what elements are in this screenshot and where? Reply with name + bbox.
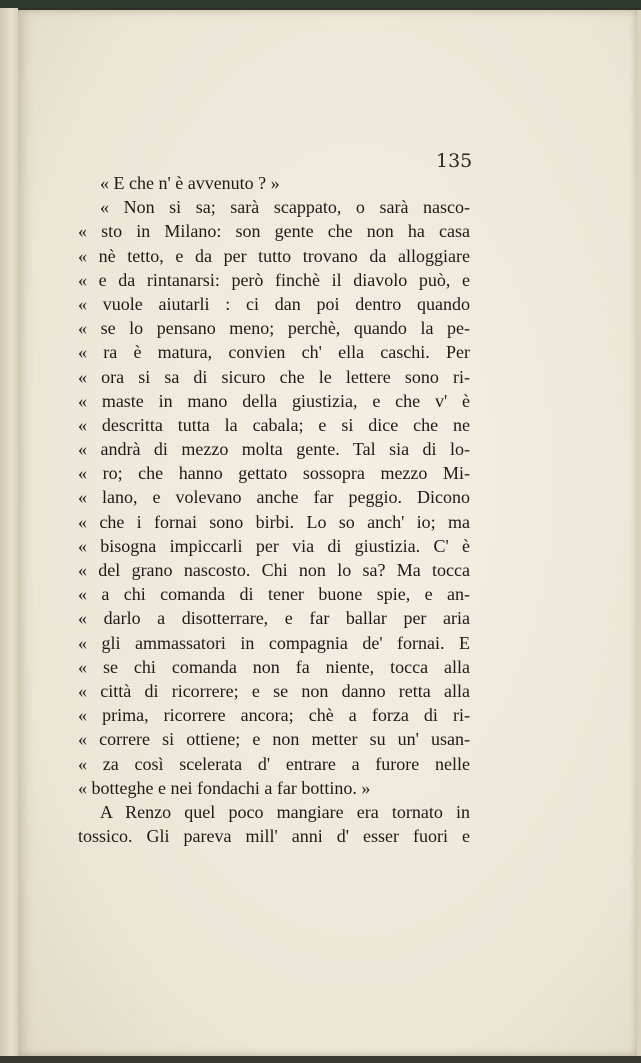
text-line: « correre si ottiene; e non metter su un' usan- xyxy=(78,729,470,750)
text-line: « prima, ricorrere ancora; chè a forza di ri- xyxy=(78,705,470,726)
text-line: « del grano nascosto. Chi non lo sa? Ma tocca xyxy=(78,560,470,580)
text-line: « nè tetto, e da per tutto trovano da alloggiare xyxy=(78,245,470,266)
text-line: « bisogna impiccarli per via di giustizia. C' è xyxy=(78,535,470,556)
text-line: « andrà di mezzo molta gente. Tal sia di lo- xyxy=(78,439,470,460)
page-number: 135 xyxy=(436,150,473,172)
text-line: « lano, e volevano anche far peggio. Dicono xyxy=(78,487,470,508)
text-line: tossico. Gli pareva mill' anni d' esser fuori e xyxy=(78,826,470,847)
text-line: « darlo a disotterrare, e far ballar per aria xyxy=(78,608,470,629)
book-spine xyxy=(0,8,18,1063)
text-line: « ro; che hanno gettato sossopra mezzo Mi- xyxy=(78,463,470,484)
text-line: « E che n' è avvenuto ? » xyxy=(100,173,280,193)
text-line: « città di ricorrere; e se non danno retta alla xyxy=(78,680,470,701)
text-line: « sto in Milano: son gente che non ha casa xyxy=(78,221,470,242)
text-line: « che i fornai sono birbi. Lo so anch' io; ma xyxy=(78,511,470,532)
page-text xyxy=(78,171,470,848)
text-line: « se lo pensano meno; perchè, quando la pe- xyxy=(78,318,470,339)
text-line: « ra è matura, convien ch' ella caschi. Per xyxy=(78,342,470,363)
text-line: « ora si sa di sicuro che le lettere sono ri- xyxy=(78,366,470,387)
text-line: « gli ammassatori in compagnia de' fornai. E xyxy=(78,632,470,653)
text-line: « botteghe e nei fondachi a far bottino. » xyxy=(78,777,371,798)
binding-edge-bottom xyxy=(0,1056,641,1063)
binding-edge-top xyxy=(0,0,641,8)
text-line: « descritta tutta la cabala; e si dice che ne xyxy=(78,414,470,435)
text-line: « e da rintanarsi: però finchè il diavolo può, e xyxy=(78,269,470,290)
text-line: « se chi comanda non fa niente, tocca alla xyxy=(78,656,470,677)
text-line: « a chi comanda di tener buone spie, e an- xyxy=(78,584,470,605)
text-line: A Renzo quel poco mangiare era tornato in xyxy=(100,801,470,822)
text-line: « Non si sa; sarà scappato, o sarà nasco- xyxy=(100,197,470,218)
page-edge xyxy=(637,10,641,1056)
text-line: « vuole aiutarli : ci dan poi dentro quando xyxy=(78,293,470,314)
text-line: « za così scelerata d' entrare a furore nelle xyxy=(78,753,470,774)
text-line: « maste in mano della giustizia, e che v' è xyxy=(78,390,470,411)
